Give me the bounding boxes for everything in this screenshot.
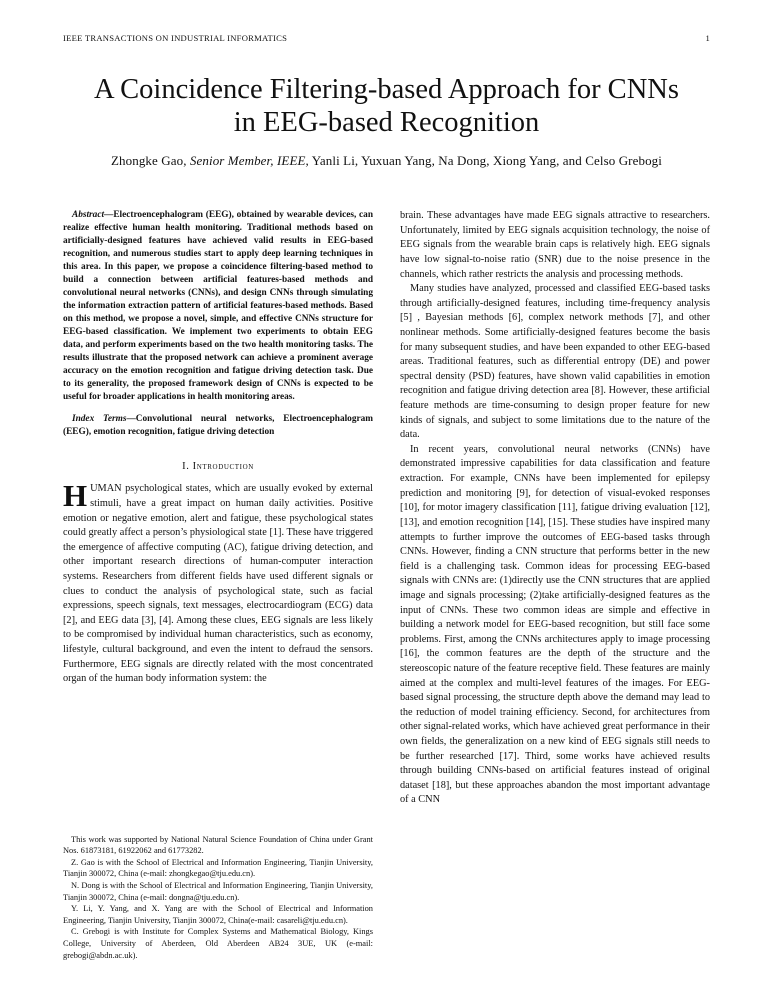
drop-cap: H <box>63 478 88 514</box>
running-header <box>63 33 710 43</box>
index-terms-paragraph <box>63 413 373 439</box>
body-paragraph-3: In recent years, convolutional neural networks (CNNs) have demonstrated impressive capabilities for data classification and feature extraction. For example, CNNs have been implemented for epilepsy prediction and monitoring [9], for detection of visual-evoked responses [10], for motor imagery classification [11], fatigue driving evaluation [12], [13], and emotion recognition [14], [15]. These studies have inspired many attempts to further improve the outcomes of EEG-based tasks through CNNs. However, finding a CNN structure that performs better in the new field is a challenging task. Common ideas for processing EEG-based signals with CNNs are: (1)directly use the CNN structures that are applied image and signals processing; (2)take artificially-designed features as the input of CNNs. These two common ideas are simple and effective in building a network model for EEG-based recognition, but still face some problems. First, among the CNNs architectures apply to image processing [16], the common features are the depth of the structure and the stereoscopic nature of the feature receptive field. These features are mainly aimed at the complex and multi-level features of the images. For EEG-based signal processing, the structure depth above the demand may lead to the reduction of model training efficiency. Second, for architectures from other signal-related works, which have achieved great performance in their own fields, the generalization on a new kind of EEG signals still needs to be further researched [17]. Third, some works have achieved results through building CNNs-based on artificial features instead of original dataset [18], but these approaches abandon the most important advantage of a CNN <box>400 443 710 806</box>
footnote-grebogi: C. Grebogi is with Institute for Complex Systems and Mathematical Biology, Kings College, University of Aberdeen, Old Aberdeen AB24 3UE, UK (e-mail: grebogi@abdn.ac.uk). <box>63 927 373 960</box>
footnote-li-yang-yang: Y. Li, Y. Yang, and X. Yang are with the School of Electrical and Information Engineering, Tianjin University, Tianjin 300072, China(e-mail: casareli@tju.edu.cn). <box>63 904 373 925</box>
index-terms-text: Convolutional neural networks, Electroencephalogram (EEG), emotion recognition, fatigue driving detection <box>63 414 373 438</box>
abstract-label: Abstract <box>72 210 105 221</box>
author-footnotes <box>63 834 373 962</box>
abstract-text: Electroencephalogram (EEG), obtained by wearable devices, can realize effective human health monitoring. Traditional methods based on artificially-designed features have achieved valid results in EEG-based recognition, and numerous studies start to apply deep learning techniques in this area. In this paper, we propose a coincidence filtering-based method to build a connection between artificial features-based methods and convolutional neural networks (CNNs), and design CNNs through simulating the information extraction pattern of artificial features-based methods. Based on this method, we propose a novel, simple, and effective CNNs structure for EEG-based classification. We implement two experiments to obtain EEG data, and perform experiments based on the two health monitoring tasks. The results illustrate that the proposed network can achieve a prominent average accuracy on the emotion recognition and fatigue driving detection task. Due to its generality, the proposed framework design of CNNs is expected to be useful for broader applications in health monitoring areas. <box>63 210 373 403</box>
author-line <box>63 153 710 169</box>
footnote-dong: N. Dong is with the School of Electrical and Information Engineering, Tianjin University, Tianjin 300072, China (e-mail: dongna@tju.edu.cn). <box>63 880 373 902</box>
paper-title-line2: in EEG-based Recognition <box>233 107 540 139</box>
left-column <box>63 209 373 961</box>
author-membership: Senior Member, IEEE, <box>189 153 309 169</box>
author-lead: Zhongke Gao, <box>110 153 190 169</box>
two-column-body <box>63 209 710 961</box>
body-paragraph-continuation: brain. These advantages have made EEG signals attractive to researchers. Unfortunately, limited by EEG signals acquisition technology, the noise of EEG signals from the wearable brain caps is relatively high. EEG signals have low signal-to-noise ratio (SNR) due to the noise presence in the channels, which rather restricts the analysis and processing methods. <box>400 210 710 280</box>
paper-title <box>63 73 710 139</box>
paper-title-line1: A Coincidence Filtering-based Approach for CNNs <box>94 74 679 105</box>
index-terms-dash: — <box>126 414 136 425</box>
index-terms-label: Index Terms <box>72 414 127 425</box>
body-paragraph-2: Many studies have analyzed, processed and classified EEG-based tasks through artificially-designed features, including time-frequency analysis [5] , Bayesian methods [6], complex network methods [7], and other nonlinear methods. Some artificially-designed features become the basis for many subsequent studies, and have been expanded to other EEG-based areas. Traditional features, such as differential entropy (DE) and power spectral density (PSD) features, have shown valid capabilities in emotion recognition and fatigue driving detection area [8]. However, these artificial feature methods are time-consuming to design proper feature for new kinds of signals, and subject to some limitations due to the nature of the data. <box>400 283 710 441</box>
author-rest: Yanli Li, Yuxuan Yang, Na Dong, Xiong Yang, and Celso Grebogi <box>308 153 662 169</box>
footnote-funding: This work was supported by National Natural Science Foundation of China under Grant Nos. 61873181, 61922062 and 61773282. <box>63 834 373 856</box>
right-column <box>400 209 710 961</box>
abstract-dash: — <box>104 210 114 221</box>
intro-paragraph-1 <box>63 478 373 687</box>
intro-paragraph-1-text: UMAN psychological states, which are usually evoked by external stimuli, have a great impact on human daily activities. Positive emotion or negative emotion, alert and fatigue, these psychological states could greatly affect a person’s physiological state [1]. These have triggered the emergence of affective computing (AC), fatigue driving detection, and other important research directions of human-computer interaction systems. Researchers from different fields have used different signals or clues to conduct the analysis of psychological state, such as facial expressions, speech signals, text messages, electrocardiogram (ECG) data [2], and EEG data [3], [4]. Among these clues, EEG signals are less likely to be compromised by individual human characteristics, such as economy, lifestyle, cultural background, and even the intent to defraud the sensors. Furthermore, EEG signals are directly related with the most concentrated organ of the human body information system: the <box>63 483 373 685</box>
page-number: 1 <box>705 33 710 43</box>
section-heading-introduction: I. Introduction <box>182 461 254 473</box>
abstract-paragraph <box>63 209 373 404</box>
footnote-gao: Z. Gao is with the School of Electrical and Information Engineering, Tianjin University, Tianjin 300072, China (e-mail: zhongkegao@tju.edu.cn). <box>63 857 373 879</box>
journal-name: IEEE TRANSACTIONS ON INDUSTRIAL INFORMATICS <box>63 33 288 43</box>
